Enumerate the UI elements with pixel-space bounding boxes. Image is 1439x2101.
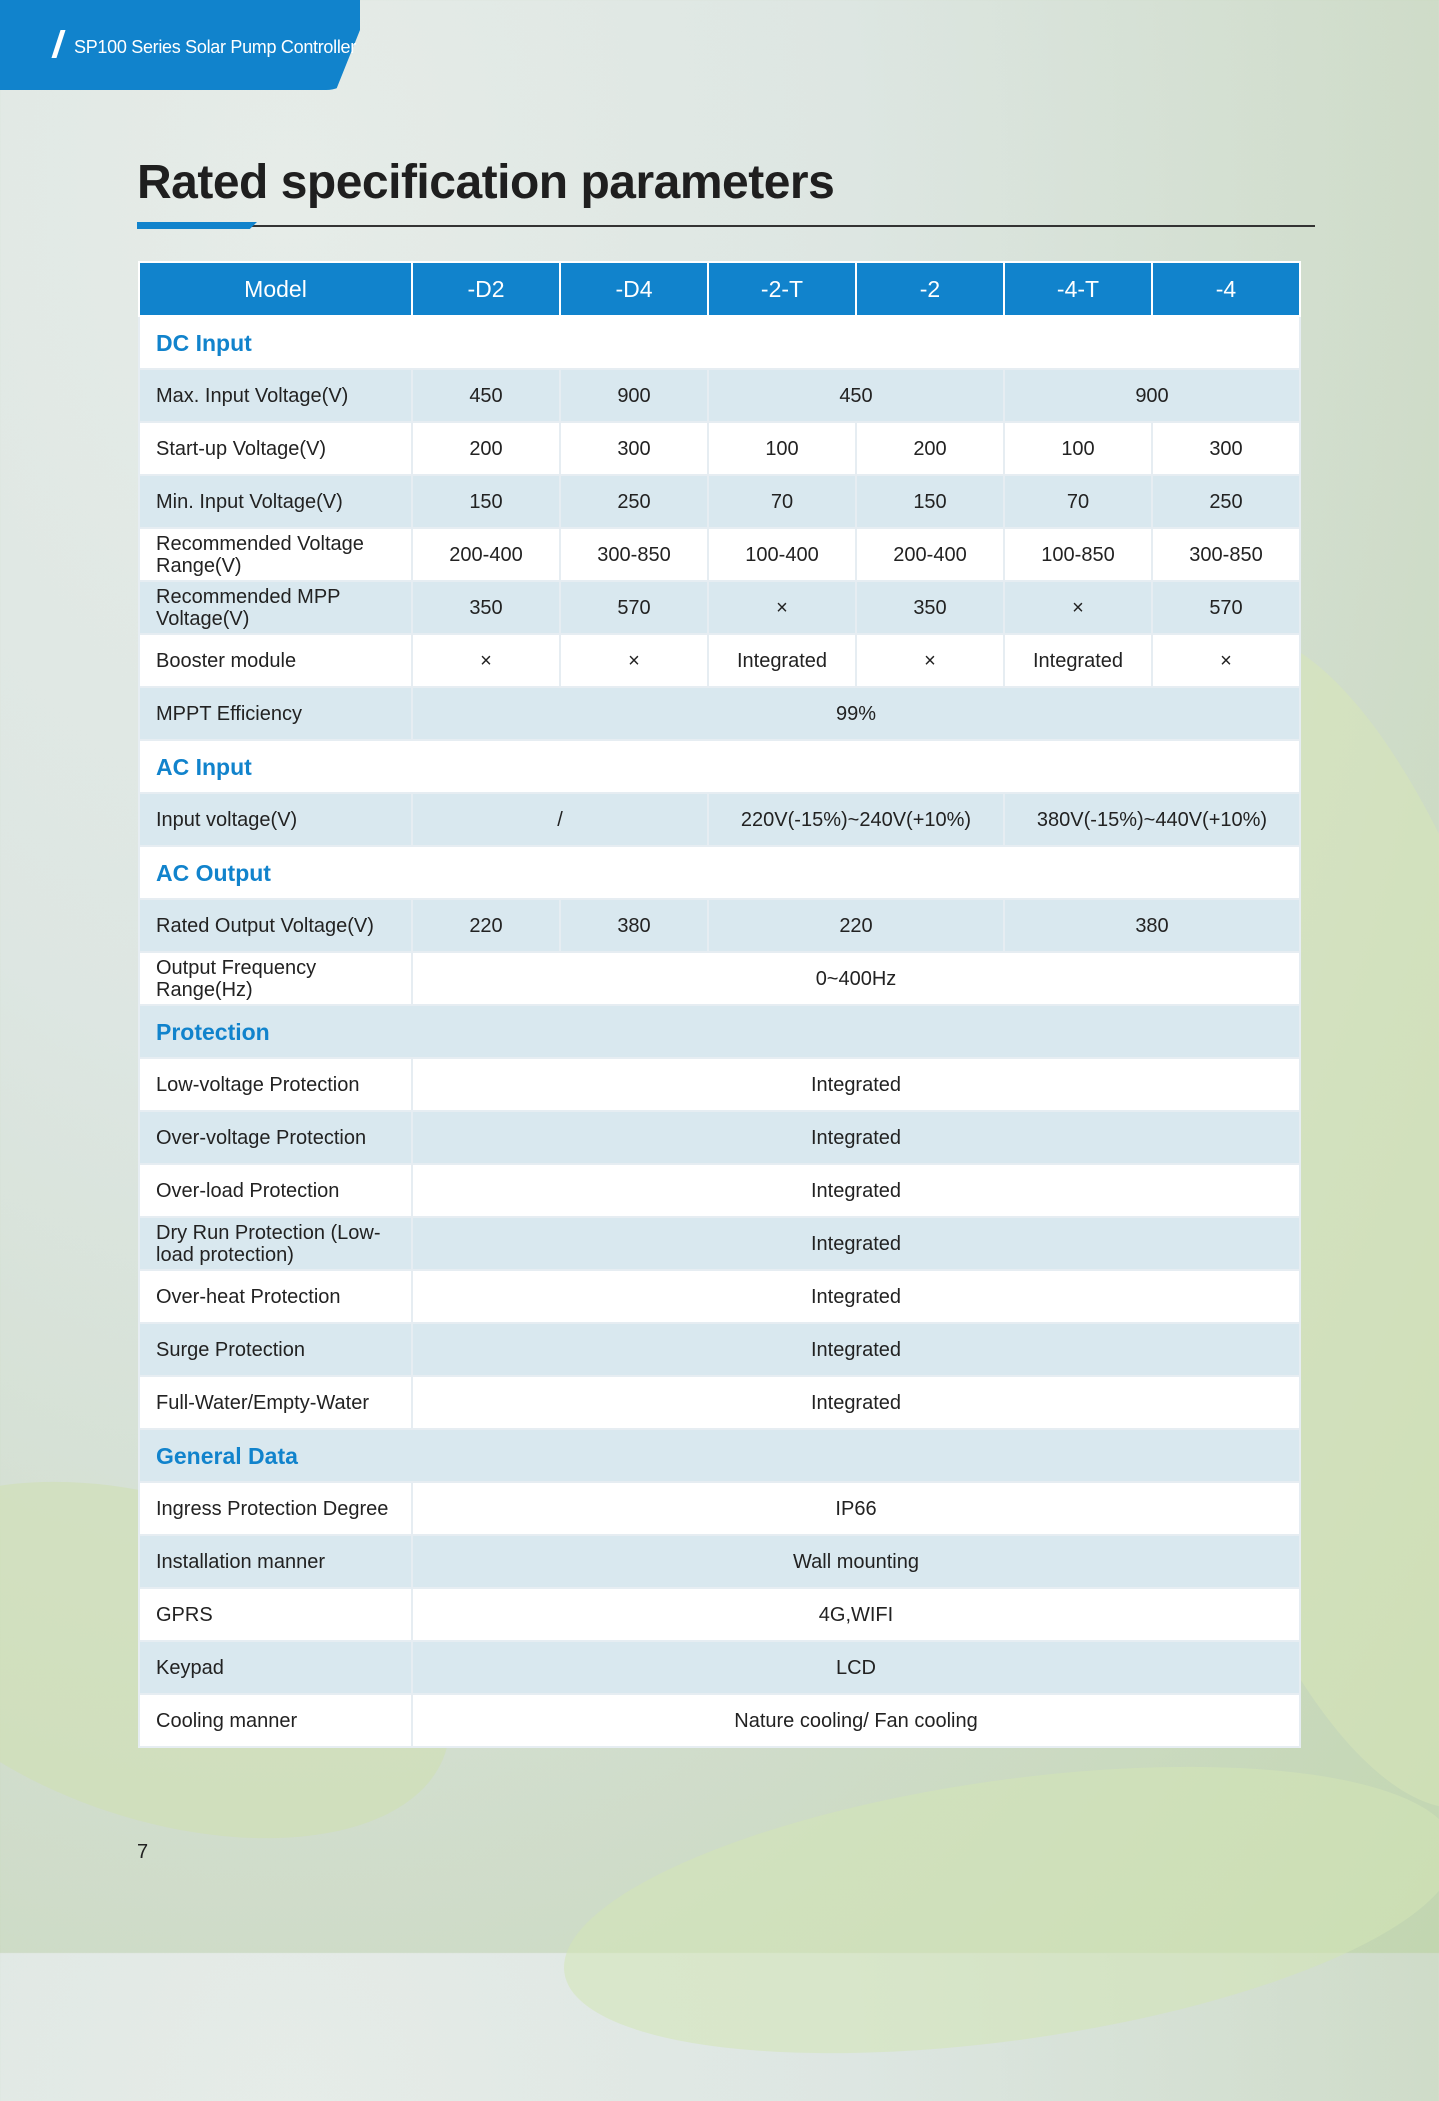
section-row-dc-input — [139, 316, 1300, 369]
table-cell: 300-850 — [560, 528, 708, 581]
table-cell: 220 — [708, 899, 1004, 952]
row-label: Over-load Protection — [139, 1164, 412, 1217]
table-cell: 250 — [1152, 475, 1300, 528]
table-cell: 99% — [412, 687, 1300, 740]
table-cell: / — [412, 793, 708, 846]
table-row — [139, 1217, 1300, 1270]
row-label: MPPT Efficiency — [139, 687, 412, 740]
table-row — [139, 634, 1300, 687]
table-row — [139, 422, 1300, 475]
section-title: AC Input — [139, 740, 1300, 793]
table-row — [139, 1376, 1300, 1429]
table-cell: 250 — [560, 475, 708, 528]
section-row-ac-output — [139, 846, 1300, 899]
row-label: Rated Output Voltage(V) — [139, 899, 412, 952]
table-cell: Integrated — [412, 1376, 1300, 1429]
table-cell: Integrated — [412, 1323, 1300, 1376]
row-label: Min. Input Voltage(V) — [139, 475, 412, 528]
row-label: Recommended MPP Voltage(V) — [139, 581, 412, 634]
table-cell: Integrated — [412, 1111, 1300, 1164]
column-header: -4-T — [1004, 262, 1152, 316]
row-label: Output Frequency Range(Hz) — [139, 952, 412, 1005]
column-header: -D2 — [412, 262, 560, 316]
section-title: Protection — [139, 1005, 1300, 1058]
section-row-general-data — [139, 1429, 1300, 1482]
table-cell: Nature cooling/ Fan cooling — [412, 1694, 1300, 1747]
table-row — [139, 1641, 1300, 1694]
section-title: AC Output — [139, 846, 1300, 899]
table-cell: 300 — [1152, 422, 1300, 475]
row-label: Installation manner — [139, 1535, 412, 1588]
table-row — [139, 475, 1300, 528]
table-cell: Integrated — [412, 1270, 1300, 1323]
table-cell: 350 — [856, 581, 1004, 634]
cross-icon: × — [1152, 634, 1300, 687]
table-header-row — [139, 262, 1300, 316]
page-number: 7 — [137, 1841, 149, 1863]
table-row — [139, 1588, 1300, 1641]
table-cell: 570 — [1152, 581, 1300, 634]
table-cell: 450 — [708, 369, 1004, 422]
table-cell: 380 — [1004, 899, 1300, 952]
table-cell: 300 — [560, 422, 708, 475]
section-row-protection — [139, 1005, 1300, 1058]
row-label: Max. Input Voltage(V) — [139, 369, 412, 422]
table-cell: IP66 — [412, 1482, 1300, 1535]
table-cell: 570 — [560, 581, 708, 634]
table-cell: 220 — [412, 899, 560, 952]
table-cell: 380 — [560, 899, 708, 952]
row-label: Booster module — [139, 634, 412, 687]
table-cell: Integrated — [708, 634, 856, 687]
column-header: -4 — [1152, 262, 1300, 316]
table-cell: 100-400 — [708, 528, 856, 581]
table-cell: 70 — [1004, 475, 1152, 528]
row-label: Surge Protection — [139, 1323, 412, 1376]
cross-icon: × — [1004, 581, 1152, 634]
row-label: Start-up Voltage(V) — [139, 422, 412, 475]
table-cell: 200-400 — [856, 528, 1004, 581]
table-row — [139, 1164, 1300, 1217]
table-row — [139, 1482, 1300, 1535]
table-cell: 200 — [856, 422, 1004, 475]
table-cell: 900 — [1004, 369, 1300, 422]
table-cell: 100 — [708, 422, 856, 475]
column-header: Model — [139, 262, 412, 316]
row-label: Dry Run Protection (Low-load protection) — [139, 1217, 412, 1270]
page-title: Rated specification parameters — [137, 156, 835, 209]
section-title: DC Input — [139, 316, 1300, 369]
row-label: Low-voltage Protection — [139, 1058, 412, 1111]
row-label: GPRS — [139, 1588, 412, 1641]
table-cell: 200-400 — [412, 528, 560, 581]
table-cell: Integrated — [1004, 634, 1152, 687]
background-leaf — [546, 1719, 1439, 2101]
series-label: SP100 Series Solar Pump Controller — [74, 37, 356, 57]
spec-table — [138, 261, 1301, 1748]
table-cell: 70 — [708, 475, 856, 528]
table-cell: 100 — [1004, 422, 1152, 475]
table-cell: 220V(-15%)~240V(+10%) — [708, 793, 1004, 846]
section-title: General Data — [139, 1429, 1300, 1482]
table-cell: 900 — [560, 369, 708, 422]
column-header: -2 — [856, 262, 1004, 316]
row-label: Input voltage(V) — [139, 793, 412, 846]
table-cell: Integrated — [412, 1217, 1300, 1270]
table-row — [139, 899, 1300, 952]
row-label: Recommended Voltage Range(V) — [139, 528, 412, 581]
table-cell: Integrated — [412, 1058, 1300, 1111]
table-row — [139, 581, 1300, 634]
cross-icon: × — [560, 634, 708, 687]
row-label: Over-heat Protection — [139, 1270, 412, 1323]
table-cell: 300-850 — [1152, 528, 1300, 581]
table-row — [139, 528, 1300, 581]
table-row — [139, 952, 1300, 1005]
section-row-ac-input — [139, 740, 1300, 793]
column-header: -D4 — [560, 262, 708, 316]
row-label: Cooling manner — [139, 1694, 412, 1747]
table-row — [139, 369, 1300, 422]
table-row — [139, 1270, 1300, 1323]
table-cell: 450 — [412, 369, 560, 422]
row-label: Ingress Protection Degree — [139, 1482, 412, 1535]
table-row — [139, 687, 1300, 740]
table-row — [139, 1323, 1300, 1376]
table-row — [139, 1111, 1300, 1164]
cross-icon: × — [708, 581, 856, 634]
table-row — [139, 793, 1300, 846]
cross-icon: × — [412, 634, 560, 687]
table-cell: 380V(-15%)~440V(+10%) — [1004, 793, 1300, 846]
table-cell: 200 — [412, 422, 560, 475]
table-cell: 4G,WIFI — [412, 1588, 1300, 1641]
table-cell: 350 — [412, 581, 560, 634]
table-cell: LCD — [412, 1641, 1300, 1694]
title-divider — [137, 225, 1315, 227]
table-row — [139, 1535, 1300, 1588]
title-accent-bar — [137, 222, 257, 229]
table-cell: 0~400Hz — [412, 952, 1300, 1005]
cross-icon: × — [856, 634, 1004, 687]
row-label: Full-Water/Empty-Water — [139, 1376, 412, 1429]
table-cell: Integrated — [412, 1164, 1300, 1217]
table-row — [139, 1058, 1300, 1111]
table-cell: 150 — [856, 475, 1004, 528]
table-cell: 150 — [412, 475, 560, 528]
row-label: Keypad — [139, 1641, 412, 1694]
table-row — [139, 1694, 1300, 1747]
column-header: -2-T — [708, 262, 856, 316]
row-label: Over-voltage Protection — [139, 1111, 412, 1164]
table-cell: Wall mounting — [412, 1535, 1300, 1588]
table-cell: 100-850 — [1004, 528, 1152, 581]
